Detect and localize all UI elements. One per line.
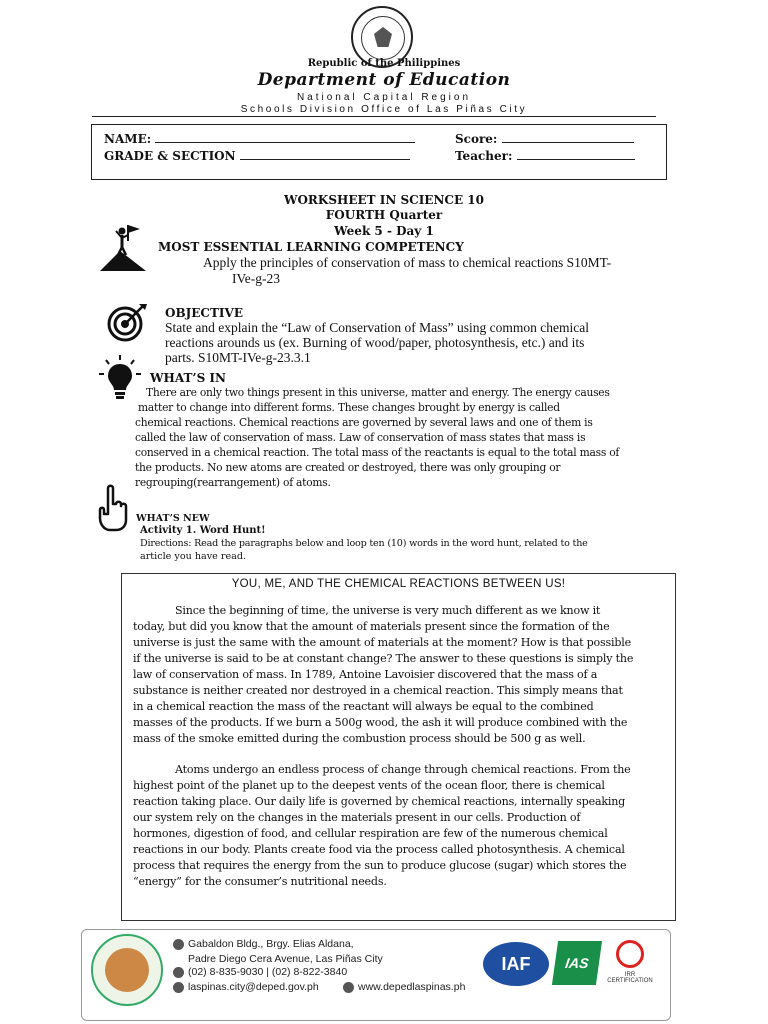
grade-section-blank[interactable] — [240, 148, 410, 160]
passage-p2-line-5: hormones, digestion of food, and cellular respiration are few of the numerous chemical — [133, 827, 608, 840]
grade-section-field[interactable] — [104, 148, 410, 163]
passage-p2-line-8: “energy” for the consumer’s nutritional needs. — [133, 875, 387, 888]
division-line: Schools Division Office of Las Piñas City — [240, 104, 528, 115]
passage-p2-line-4: our system rely on the changes in the materials present in our cells. Production of — [133, 811, 581, 824]
score-field[interactable] — [455, 131, 634, 146]
competency-line-2: IVe-g-23 — [232, 271, 280, 286]
passage-p2-line-7: process that requires the energy from the sun to produce glucose (sugar) which stores the — [133, 859, 627, 872]
objective-line-2: reactions arounds us (ex. Burning of wood/paper, photosynthesis, etc.) and its — [165, 335, 585, 350]
passage-p1-line-6: substance is neither created nor destroyed in a chemical reaction. This simply means that — [133, 684, 623, 697]
passage-p1-line-9: mass of the smoke emitted during the combustion process should be 500 g as well. — [133, 732, 586, 745]
teacher-field[interactable] — [455, 148, 635, 163]
whats-in-line-2: matter to change into different forms. These changes brought by energy is called — [138, 401, 560, 414]
ias-logo: IAS — [552, 941, 602, 985]
passage-p1-line-3: universe is just the same with the amount of materials at the moment? How is that possible — [133, 636, 631, 649]
grade-section-label: GRADE & SECTION — [104, 149, 236, 163]
teacher-label: Teacher: — [455, 149, 513, 163]
whats-new-heading: WHAT’S NEW — [136, 513, 210, 524]
footer-address-1: Gabaldon Bldg., Brgy. Elias Aldana, — [173, 938, 354, 950]
phone-icon — [173, 967, 184, 978]
objective-heading: OBJECTIVE — [165, 306, 243, 320]
globe-icon — [343, 982, 354, 993]
name-label: NAME: — [104, 132, 152, 146]
passage-title: YOU, ME, AND THE CHEMICAL REACTIONS BETWEEN US! — [231, 578, 566, 590]
republic-line: Republic of the Philippines — [307, 58, 461, 69]
teacher-blank[interactable] — [517, 148, 635, 160]
whats-in-heading: WHAT’S IN — [150, 371, 227, 385]
score-blank[interactable] — [502, 131, 634, 143]
whats-in-line-5: conserved in a chemical reaction. The total mass of the reactants is equal to the total mass of — [135, 446, 620, 459]
header-divider — [92, 116, 656, 117]
department-title: Department of Education — [257, 70, 511, 90]
worksheet-quarter: FOURTH Quarter — [325, 208, 443, 222]
passage-p2-line-6: reactions in our body. Plants create food via the process called photosynthesis. A chemical — [133, 843, 625, 856]
objective-line-3: parts. S10MT-IVe-g-23.3.1 — [165, 350, 311, 365]
passage-p1-line-4: if the universe is said to be at constant change? The answer to these questions is simply the — [133, 652, 634, 665]
footer-phone: (02) 8-835-9030 | (02) 8-822-3840 — [173, 966, 347, 978]
passage-p1-line-5: law of conservation of mass. In 1789, Antoine Lavoisier discovered that the mass of a — [133, 668, 598, 681]
passage-p1-line-1: Since the beginning of time, the universe is very much different as we know it — [175, 604, 601, 617]
division-seal-logo — [91, 934, 163, 1006]
passage-p2-line-2: highest point of the planet up to the deepest vents of the ocean floor, there is chemical — [133, 779, 605, 792]
whats-in-line-3: chemical reactions. Chemical reactions are governed by several laws and one of them is — [135, 416, 593, 429]
irr-certification-logo — [606, 940, 654, 984]
region-line: National Capital Region — [296, 92, 472, 103]
passage-p1-line-2: today, but did you know that the amount of materials present since the formation of the — [133, 620, 610, 633]
whats-in-line-6: the products. No new atoms are created or destroyed, there was only grouping or — [135, 461, 561, 474]
irr-label: IRR CERTIFICATION — [607, 972, 653, 984]
competency-line-1: Apply the principles of conservation of mass to chemical reactions S10MT- — [203, 255, 612, 270]
directions-line-1: Directions: Read the paragraphs below and loop ten (10) words in the word hunt, related to the — [140, 538, 588, 549]
competency-heading: MOST ESSENTIAL LEARNING COMPETENCY — [158, 240, 464, 254]
name-field[interactable] — [104, 131, 415, 146]
worksheet-title: WORKSHEET IN SCIENCE 10 — [283, 193, 484, 207]
passage-p1-line-8: masses of the products. If we burn a 500g wood, the ash it will produce combined with the — [133, 716, 628, 729]
activity-title: Activity 1. Word Hunt! — [140, 525, 266, 536]
worksheet-week: Week 5 - Day 1 — [334, 224, 434, 238]
passage-p1-line-7: in a chemical reaction the mass of the reactant will always be equal to the combined — [133, 700, 594, 713]
seal-emblem-icon — [361, 16, 405, 60]
whats-in-line-7: regrouping(rearrangement) of atoms. — [135, 476, 331, 489]
iaf-logo: IAF — [483, 942, 549, 986]
passage-p2-line-3: reaction taking place. Our daily life is governed by chemical reactions, internally speaking — [133, 795, 626, 808]
target-icon — [105, 302, 149, 342]
mountain-flag-icon — [98, 221, 148, 273]
building-icon — [173, 939, 184, 950]
lightbulb-icon — [98, 354, 142, 402]
name-blank[interactable] — [155, 131, 415, 143]
whats-in-line-4: called the law of conservation of mass. Law of conservation of mass states that mass is — [135, 431, 586, 444]
footer-website[interactable]: www.depedlaspinas.ph — [343, 981, 465, 993]
footer-address-2: Padre Diego Cera Avenue, Las Piñas City — [188, 953, 383, 965]
directions-line-2: article you have read. — [140, 551, 247, 562]
irr-check-icon — [616, 940, 644, 968]
email-icon — [173, 982, 184, 993]
whats-in-line-1: There are only two things present in this universe, matter and energy. The energy causes — [146, 386, 610, 399]
footer-email[interactable]: laspinas.city@deped.gov.ph — [173, 981, 319, 993]
division-seal-emblem-icon — [105, 948, 149, 992]
passage-p2-line-1: Atoms undergo an endless process of change through chemical reactions. From the — [175, 763, 631, 776]
objective-line-1: State and explain the “Law of Conservation of Mass” using common chemical — [165, 320, 590, 335]
score-label: Score: — [455, 132, 498, 146]
pointing-hand-icon — [96, 484, 132, 532]
